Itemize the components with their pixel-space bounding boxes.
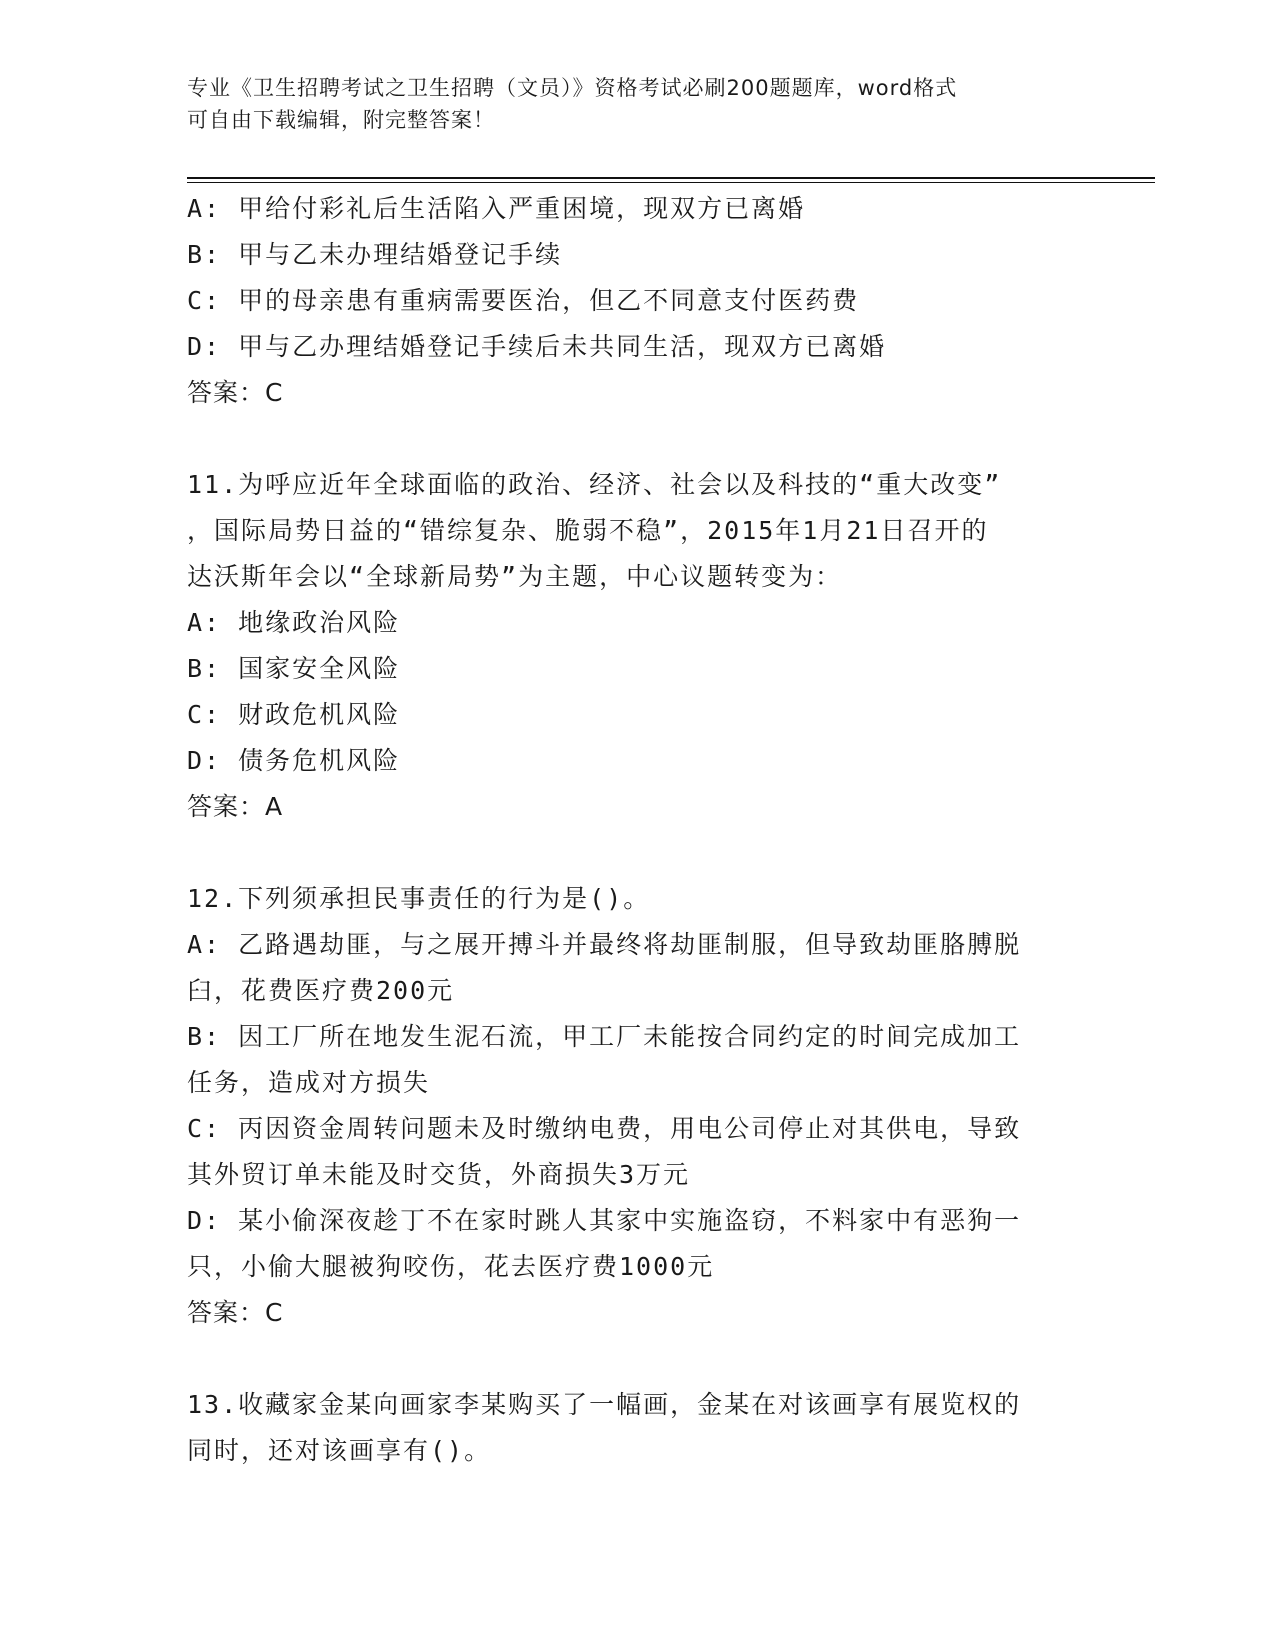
- question-stem: 13.收藏家金某向画家李某购买了一幅画，金某在对该画享有展览权的: [187, 1390, 1022, 1419]
- question-11: [187, 462, 1087, 830]
- option-b: B: 国家安全风险: [187, 654, 401, 683]
- option-b: B: 因工厂所在地发生泥石流，甲工厂未能按合同约定的时间完成加工: [187, 1022, 1022, 1051]
- header-line: 可自由下载编辑，附完整答案！: [187, 108, 495, 132]
- option-d: D: 某小偷深夜趁丁不在家时跳人其家中实施盗窃，不料家中有恶狗一: [187, 1206, 1022, 1235]
- option-d: D: 债务危机风险: [187, 746, 401, 775]
- option-a-cont: 臼，花费医疗费200元: [187, 976, 455, 1005]
- option-c: C: 甲的母亲患有重病需要医治，但乙不同意支付医药费: [187, 286, 860, 315]
- option-a: A: 乙路遇劫匪，与之展开搏斗并最终将劫匪制服，但导致劫匪胳膊脱: [187, 930, 1022, 959]
- answer: 答案：C: [187, 378, 284, 407]
- page-header: [187, 72, 1067, 136]
- option-b: B: 甲与乙未办理结婚登记手续: [187, 240, 563, 269]
- question-stem: 11.为呼应近年全球面临的政治、经济、社会以及科技的“重大改变”: [187, 470, 1002, 499]
- option-c: C: 丙因资金周转问题未及时缴纳电费，用电公司停止对其供电，导致: [187, 1114, 1022, 1143]
- option-c: C: 财政危机风险: [187, 700, 401, 729]
- option-a: A: 甲给付彩礼后生活陷入严重困境，现双方已离婚: [187, 194, 806, 223]
- option-d-cont: 只，小偷大腿被狗咬伤，花去医疗费1000元: [187, 1252, 715, 1281]
- option-b-cont: 任务，造成对方损失: [187, 1068, 431, 1097]
- answer: 答案：A: [187, 792, 284, 821]
- answer: 答案：C: [187, 1298, 284, 1327]
- question-list: [187, 186, 1087, 1474]
- header-divider: [187, 177, 1155, 179]
- spacer: [187, 416, 1087, 462]
- option-d: D: 甲与乙办理结婚登记手续后未共同生活，现双方已离婚: [187, 332, 887, 361]
- option-a: A: 地缘政治风险: [187, 608, 401, 637]
- header-divider-thin: [187, 182, 1155, 183]
- header-line: 专业《卫生招聘考试之卫生招聘（文员）》资格考试必刷200题题库，word格式: [187, 76, 958, 100]
- question-13: [187, 1382, 1087, 1474]
- option-c-cont: 其外贸订单未能及时交货，外商损失3万元: [187, 1160, 691, 1189]
- question-stem: 同时，还对该画享有()。: [187, 1436, 492, 1465]
- question-stem: 达沃斯年会以“全球新局势”为主题，中心议题转变为：: [187, 562, 843, 591]
- spacer: [187, 830, 1087, 876]
- question-stem: 12.下列须承担民事责任的行为是()。: [187, 884, 651, 913]
- spacer: [187, 1336, 1087, 1382]
- question-stem: ，国际局势日益的“错综复杂、脆弱不稳”，2015年1月21日召开的: [187, 516, 989, 545]
- question-10: [187, 186, 1087, 416]
- question-12: [187, 876, 1087, 1336]
